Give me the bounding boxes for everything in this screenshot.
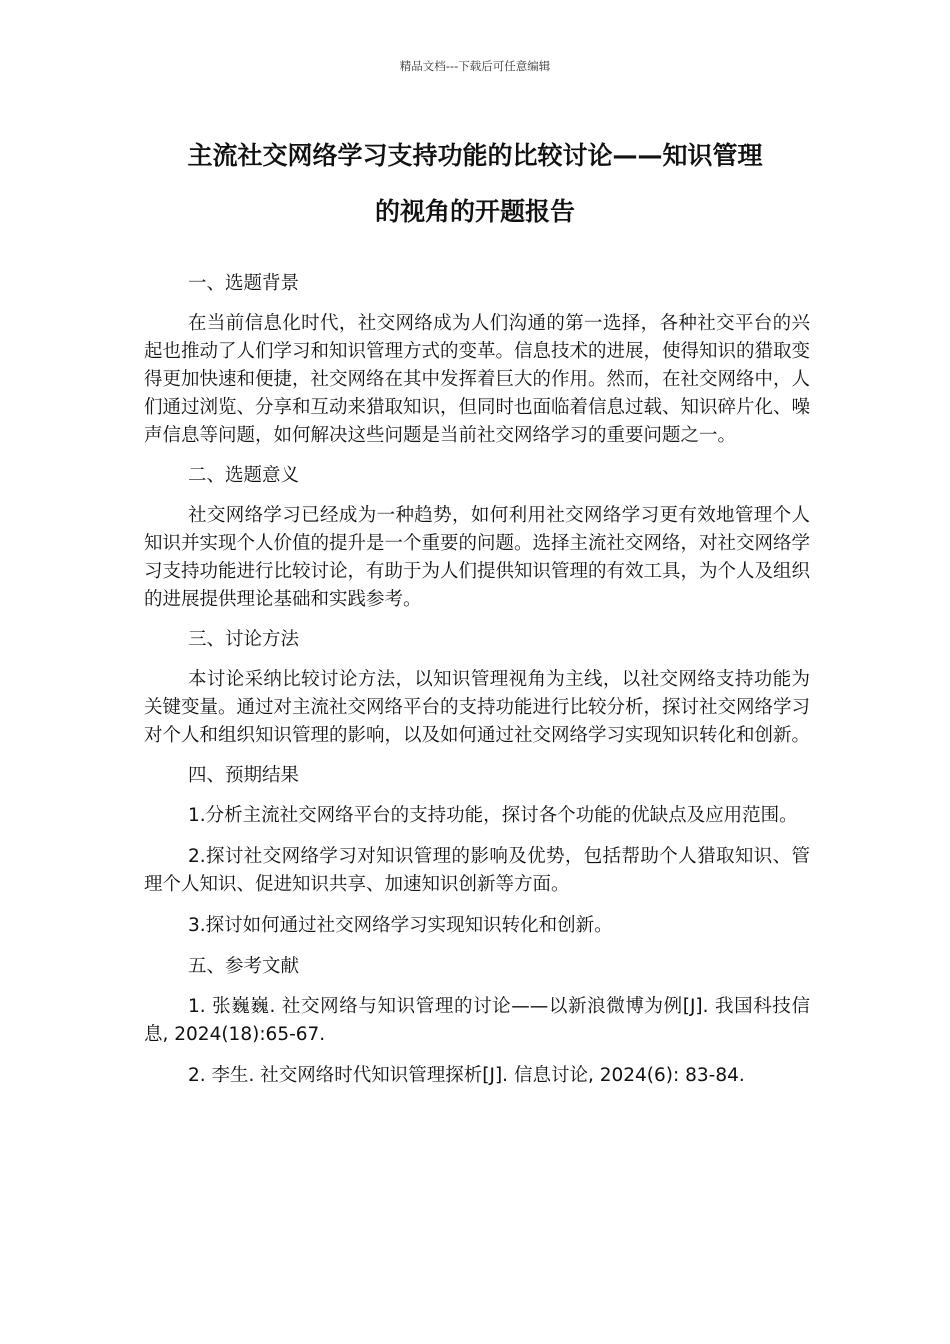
expected-result-item-2: 2.探讨社交网络学习对知识管理的影响及优势，包括帮助个人猎取知识、管理个人知识、促进知识共享、加速知识创新等方面。 [144,846,810,895]
expected-result-item-3: 3.探讨如何通过社交网络学习实现知识转化和创新。 [188,915,613,936]
section-heading-expected-results: 四、预期结果 [188,765,300,786]
reference-item-1: 1. 张巍巍. 社交网络与知识管理的讨论——以新浪微博为例[J]. 我国科技信息, 2024(18):65-67. [144,996,810,1045]
header-note: 精品文档---下载后可任意编辑 [399,59,551,73]
section-heading-background: 一、选题背景 [188,273,300,294]
document-title-line-2: 的视角的开题报告 [374,197,575,226]
section-heading-references: 五、参考文献 [188,956,300,977]
paragraph-method: 本讨论采纳比较讨论方法，以知识管理视角为主线，以社交网络支持功能为关键变量。通过对主流社交网络平台的支持功能进行比较分析，探讨社交网络学习对个人和组织知识管理的影响，以及如何通过社交网络学习实现知识转化和创新。 [144,669,811,746]
document-body [144,270,810,1102]
paragraph-background: 在当前信息化时代，社交网络成为人们沟通的第一选择，各种社交平台的兴起也推动了人们学习和知识管理方式的变革。信息技术的进展，使得知识的猎取变得更加快速和便捷，社交网络在其中发挥着巨大的作用。然而，在社交网络中，人们通过浏览、分享和互动来猎取知识，但同时也面临着信息过载、知识碎片化、噪声信息等问题，如何解决这些问题是当前社交网络学习的重要问题之一。 [144,313,811,446]
reference-item-2: 2. 李生. 社交网络时代知识管理探析[J]. 信息讨论, 2024(6): 83-84. [188,1065,745,1086]
document-title-line-1: 主流社交网络学习支持功能的比较讨论——知识管理 [187,141,763,170]
expected-result-item-1: 1.分析主流社交网络平台的支持功能，探讨各个功能的优缺点及应用范围。 [188,805,798,826]
section-heading-method: 三、讨论方法 [188,629,300,650]
section-heading-significance: 二、选题意义 [188,465,300,486]
paragraph-significance: 社交网络学习已经成为一种趋势，如何利用社交网络学习更有效地管理个人知识并实现个人价值的提升是一个重要的问题。选择主流社交网络，对社交网络学习支持功能进行比较讨论，有助于为人们提供知识管理的有效工具，为个人及组织的进展提供理论基础和实践参考。 [144,505,811,610]
